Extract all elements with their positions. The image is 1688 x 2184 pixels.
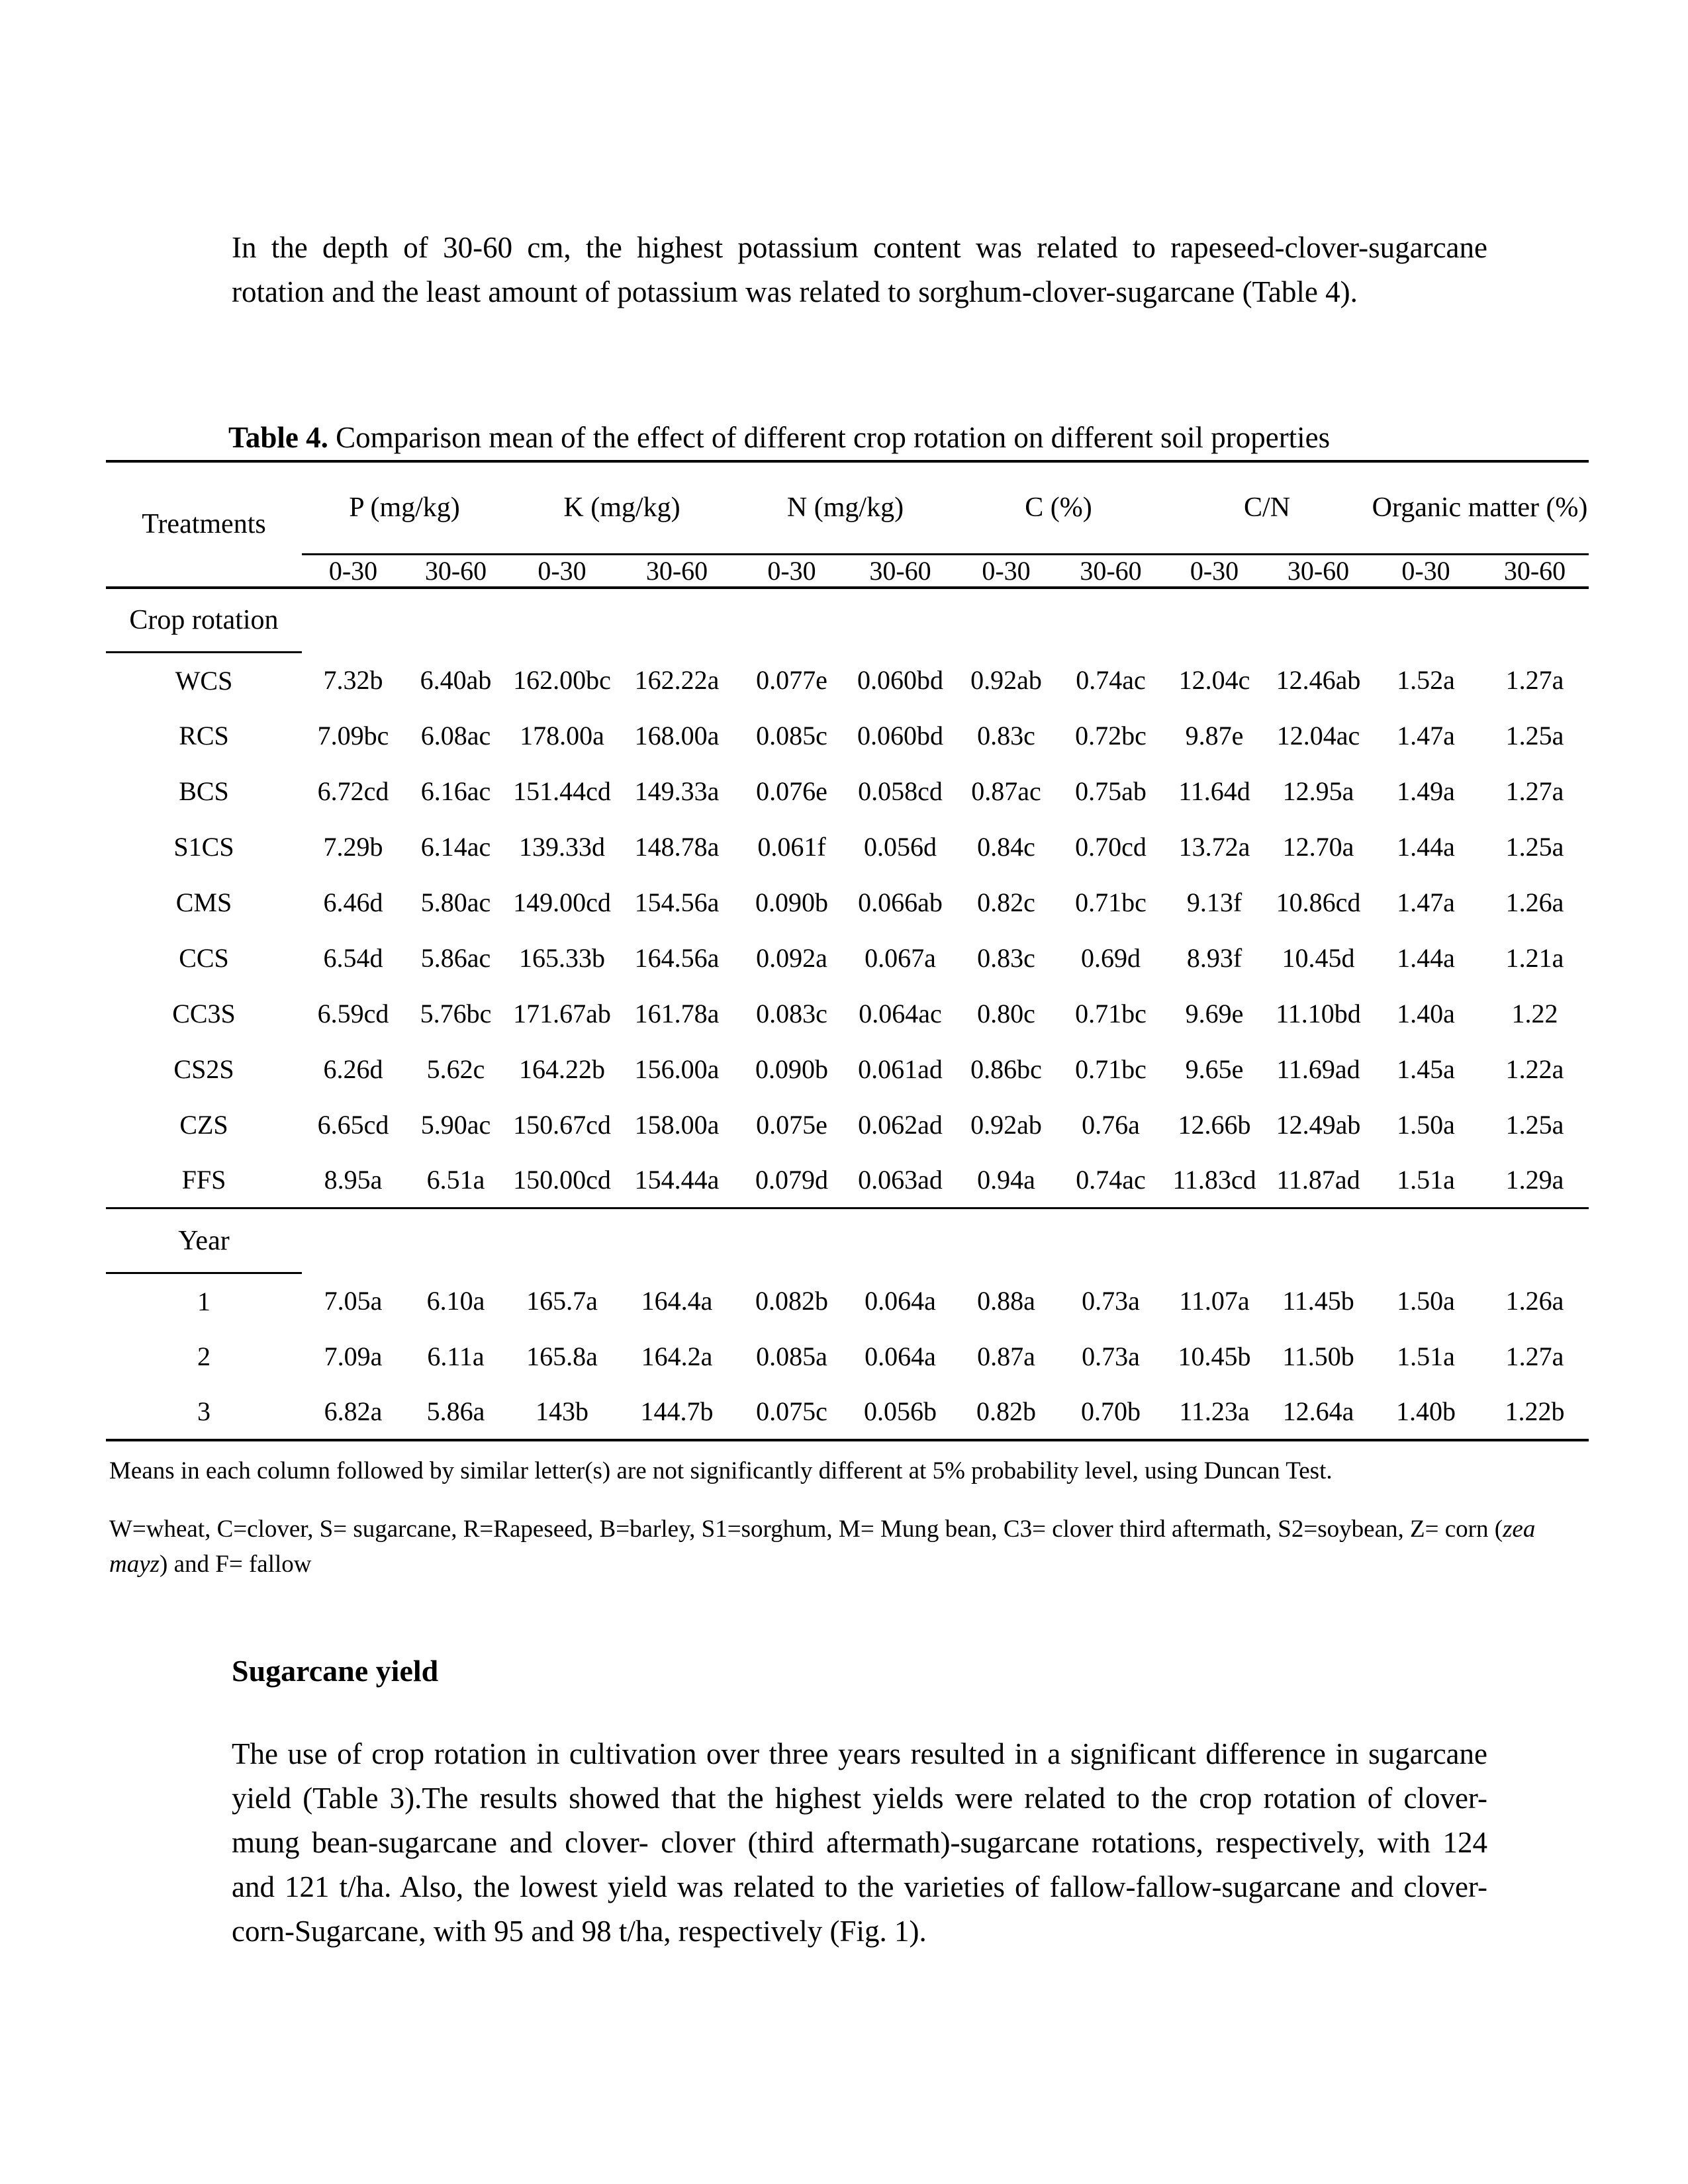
value-cell: 7.32b bbox=[323, 665, 383, 695]
empty-cell bbox=[1371, 588, 1481, 653]
value-cell: 1.47a bbox=[1397, 721, 1455, 751]
value-cell: 165.33b bbox=[519, 943, 605, 973]
empty-cell bbox=[302, 588, 404, 653]
value-cell: 164.22b bbox=[519, 1054, 605, 1084]
value-cell: 6.14ac bbox=[420, 832, 491, 862]
value-cell: 6.51a bbox=[426, 1165, 485, 1195]
empty-cell bbox=[1371, 1208, 1481, 1273]
value-cell: 0.74ac bbox=[1076, 1165, 1146, 1195]
depth-header: 0-30 bbox=[1163, 554, 1266, 588]
value-cell: 139.33d bbox=[519, 832, 605, 862]
value-cell: 11.64d bbox=[1178, 776, 1250, 806]
value-cell: 6.46d bbox=[323, 887, 383, 917]
value-cell: 1.40a bbox=[1397, 999, 1455, 1028]
value-cell: 8.95a bbox=[324, 1165, 383, 1195]
value-cell: 149.33a bbox=[634, 776, 720, 806]
depth-header: 0-30 bbox=[954, 554, 1058, 588]
value-cell: 0.69d bbox=[1081, 943, 1141, 973]
value-cell: 11.45b bbox=[1282, 1286, 1354, 1316]
value-cell: 6.72cd bbox=[317, 776, 389, 806]
value-cell: 5.76bc bbox=[420, 999, 492, 1028]
value-cell: 11.69ad bbox=[1276, 1054, 1360, 1084]
value-cell: 0.82b bbox=[976, 1396, 1036, 1426]
body-paragraph: The use of crop rotation in cultivation over three years resulted in a significant difference in sugarcane yield (Table 3).The results showed that the highest yields were related to the crop rotation of clover-mung bean-sugarcane and clover- clover (third aftermath)-sugarcane rotations, respectively, with 124 and 121 t/ha. Also, the lowest yield was related to the varieties of fallow-fallow-sugarcane and clover-corn-Sugarcane, with 95 and 98 t/ha, respectively (Fig. 1). bbox=[232, 1737, 1487, 1948]
value-cell: 0.80c bbox=[977, 999, 1035, 1028]
value-cell: 7.29b bbox=[323, 832, 383, 862]
value-cell: 0.090b bbox=[755, 887, 828, 917]
value-cell: 0.75ab bbox=[1075, 776, 1147, 806]
value-cell: 1.25a bbox=[1505, 1110, 1564, 1140]
depth-header: 30-60 bbox=[1481, 554, 1589, 588]
value-cell: 149.00cd bbox=[513, 887, 611, 917]
empty-cell bbox=[737, 588, 847, 653]
abbreviation-footnote bbox=[109, 1512, 1539, 1582]
value-cell: 0.82c bbox=[977, 887, 1035, 917]
value-cell: 12.04ac bbox=[1276, 721, 1360, 751]
column-group-n: N (mg/kg) bbox=[737, 461, 954, 554]
table-row-cms bbox=[106, 875, 1589, 931]
value-cell: 1.49a bbox=[1397, 776, 1455, 806]
value-cell: 6.10a bbox=[426, 1286, 485, 1316]
value-cell: 144.7b bbox=[640, 1396, 714, 1426]
value-cell: 9.13f bbox=[1186, 887, 1243, 917]
value-cell: 9.65e bbox=[1185, 1054, 1244, 1084]
table-caption-label: Table 4. bbox=[228, 421, 328, 454]
value-cell: 0.74ac bbox=[1076, 665, 1146, 695]
table-row-czs bbox=[106, 1097, 1589, 1153]
depth-header: 30-60 bbox=[404, 554, 507, 588]
empty-cell bbox=[617, 1208, 737, 1273]
value-cell: 150.00cd bbox=[513, 1165, 611, 1195]
value-cell: 158.00a bbox=[634, 1110, 720, 1140]
group-header-row bbox=[106, 461, 1589, 554]
table-row-ffs bbox=[106, 1153, 1589, 1208]
value-cell: 5.90ac bbox=[420, 1110, 491, 1140]
value-cell: 0.71bc bbox=[1075, 1054, 1147, 1084]
abbreviation-footnote-species: zea mayz bbox=[109, 1516, 1536, 1578]
value-cell: 5.86a bbox=[426, 1396, 485, 1426]
table-caption bbox=[228, 420, 1552, 455]
table-row-1 bbox=[106, 1273, 1589, 1329]
value-cell: 10.45d bbox=[1282, 943, 1355, 973]
value-cell: 5.62c bbox=[426, 1054, 485, 1084]
value-cell: 154.56a bbox=[634, 887, 720, 917]
value-cell: 9.69e bbox=[1185, 999, 1244, 1028]
value-cell: 9.87e bbox=[1185, 721, 1244, 751]
value-cell: 164.56a bbox=[634, 943, 720, 973]
section-label: Year bbox=[106, 1208, 302, 1273]
depth-header: 0-30 bbox=[302, 554, 404, 588]
value-cell: 11.50b bbox=[1282, 1342, 1354, 1371]
row-label: 2 bbox=[197, 1342, 211, 1371]
value-cell: 1.26a bbox=[1505, 887, 1564, 917]
value-cell: 143b bbox=[536, 1396, 588, 1426]
row-label: CMS bbox=[175, 887, 232, 917]
value-cell: 13.72a bbox=[1178, 832, 1250, 862]
row-label: RCS bbox=[179, 721, 229, 751]
value-cell: 12.04c bbox=[1178, 665, 1250, 695]
value-cell: 11.10bd bbox=[1276, 999, 1361, 1028]
depth-header-row bbox=[106, 554, 1589, 588]
value-cell: 0.83c bbox=[977, 943, 1035, 973]
value-cell: 162.22a bbox=[634, 665, 720, 695]
value-cell: 0.70cd bbox=[1075, 832, 1147, 862]
depth-header: 30-60 bbox=[1266, 554, 1371, 588]
depth-header: 30-60 bbox=[847, 554, 954, 588]
row-label: BCS bbox=[179, 776, 229, 806]
row-label: CC3S bbox=[172, 999, 236, 1028]
value-cell: 156.00a bbox=[634, 1054, 720, 1084]
depth-header: 0-30 bbox=[737, 554, 847, 588]
abbreviation-footnote-pre: W=wheat, C=clover, S= sugarcane, R=Rapeseed, B=barley, S1=sorghum, M= Mung bean, C3= clover third aftermath, S2=soybean, Z= corn ( bbox=[109, 1516, 1503, 1543]
value-cell: 1.44a bbox=[1397, 943, 1455, 973]
value-cell: 154.44a bbox=[634, 1165, 720, 1195]
value-cell: 1.51a bbox=[1397, 1342, 1455, 1371]
value-cell: 164.4a bbox=[641, 1286, 713, 1316]
empty-cell bbox=[847, 588, 954, 653]
depth-header: 0-30 bbox=[507, 554, 617, 588]
value-cell: 6.11a bbox=[427, 1342, 485, 1371]
value-cell: 0.061f bbox=[757, 832, 826, 862]
value-cell: 0.76a bbox=[1082, 1110, 1140, 1140]
value-cell: 5.80ac bbox=[420, 887, 491, 917]
empty-cell bbox=[404, 1208, 507, 1273]
column-group-c: C (%) bbox=[954, 461, 1163, 554]
value-cell: 12.66b bbox=[1178, 1110, 1251, 1140]
value-cell: 0.94a bbox=[977, 1165, 1035, 1195]
value-cell: 11.83cd bbox=[1172, 1165, 1256, 1195]
value-cell: 0.075e bbox=[756, 1110, 827, 1140]
value-cell: 0.87a bbox=[977, 1342, 1035, 1371]
value-cell: 1.51a bbox=[1397, 1165, 1455, 1195]
value-cell: 12.64a bbox=[1282, 1396, 1354, 1426]
value-cell: 0.72bc bbox=[1075, 721, 1147, 751]
value-cell: 11.07a bbox=[1179, 1286, 1250, 1316]
value-cell: 0.060bd bbox=[857, 665, 943, 695]
value-cell: 0.090b bbox=[755, 1054, 828, 1084]
value-cell: 6.82a bbox=[324, 1396, 383, 1426]
empty-cell bbox=[1163, 1208, 1266, 1273]
value-cell: 0.064a bbox=[865, 1286, 936, 1316]
value-cell: 0.88a bbox=[977, 1286, 1035, 1316]
empty-cell bbox=[302, 1208, 404, 1273]
value-cell: 7.05a bbox=[324, 1286, 383, 1316]
row-label: 3 bbox=[197, 1396, 211, 1426]
table-row-3 bbox=[106, 1385, 1589, 1440]
value-cell: 150.67cd bbox=[513, 1110, 611, 1140]
empty-cell bbox=[1058, 1208, 1163, 1273]
value-cell: 1.45a bbox=[1397, 1054, 1455, 1084]
value-cell: 0.73a bbox=[1082, 1286, 1140, 1316]
column-group-k: K (mg/kg) bbox=[507, 461, 737, 554]
table-row-ccs bbox=[106, 931, 1589, 986]
empty-cell bbox=[1481, 588, 1589, 653]
table-row-2 bbox=[106, 1329, 1589, 1385]
value-cell: 1.22 bbox=[1511, 999, 1558, 1028]
value-cell: 178.00a bbox=[520, 721, 604, 751]
value-cell: 11.87ad bbox=[1276, 1165, 1360, 1195]
empty-cell bbox=[954, 1208, 1058, 1273]
value-cell: 0.075c bbox=[756, 1396, 827, 1426]
value-cell: 1.22b bbox=[1505, 1396, 1565, 1426]
value-cell: 0.085c bbox=[756, 721, 827, 751]
value-cell: 1.25a bbox=[1505, 832, 1564, 862]
row-label: FFS bbox=[181, 1165, 226, 1195]
value-cell: 11.23a bbox=[1179, 1396, 1250, 1426]
value-cell: 0.71bc bbox=[1075, 999, 1147, 1028]
depth-header: 0-30 bbox=[1371, 554, 1481, 588]
value-cell: 6.08ac bbox=[420, 721, 491, 751]
empty-cell bbox=[1481, 1208, 1589, 1273]
value-cell: 0.083c bbox=[756, 999, 827, 1028]
value-cell: 7.09bc bbox=[317, 721, 389, 751]
value-cell: 0.082b bbox=[755, 1286, 828, 1316]
value-cell: 10.86cd bbox=[1276, 887, 1361, 917]
value-cell: 0.83c bbox=[977, 721, 1035, 751]
empty-cell bbox=[1266, 588, 1371, 653]
value-cell: 5.86ac bbox=[420, 943, 491, 973]
value-cell: 0.092a bbox=[756, 943, 827, 973]
row-label: S1CS bbox=[173, 832, 234, 862]
value-cell: 0.076e bbox=[756, 776, 827, 806]
value-cell: 1.22a bbox=[1505, 1054, 1564, 1084]
value-cell: 0.73a bbox=[1082, 1342, 1140, 1371]
value-cell: 0.064ac bbox=[859, 999, 942, 1028]
column-group-organic-matter: Organic matter (%) bbox=[1371, 461, 1589, 554]
value-cell: 12.70a bbox=[1282, 832, 1354, 862]
value-cell: 1.29a bbox=[1505, 1165, 1564, 1195]
depth-header: 30-60 bbox=[1058, 554, 1163, 588]
table-row-wcs bbox=[106, 653, 1589, 708]
value-cell: 0.86bc bbox=[970, 1054, 1042, 1084]
value-cell: 161.78a bbox=[634, 999, 720, 1028]
abbreviation-footnote-post: ) and F= fallow bbox=[160, 1551, 312, 1578]
value-cell: 165.7a bbox=[526, 1286, 598, 1316]
value-cell: 0.067a bbox=[865, 943, 936, 973]
value-cell: 6.59cd bbox=[317, 999, 389, 1028]
empty-cell bbox=[954, 588, 1058, 653]
table-row-cs2s bbox=[106, 1042, 1589, 1097]
value-cell: 12.95a bbox=[1282, 776, 1354, 806]
empty-cell bbox=[737, 1208, 847, 1273]
value-cell: 0.70b bbox=[1081, 1396, 1141, 1426]
value-cell: 6.16ac bbox=[420, 776, 491, 806]
empty-cell bbox=[617, 588, 737, 653]
value-cell: 0.062ad bbox=[858, 1110, 943, 1140]
row-label: WCS bbox=[175, 665, 233, 696]
value-cell: 6.26d bbox=[323, 1054, 383, 1084]
value-cell: 0.056b bbox=[864, 1396, 937, 1426]
empty-cell bbox=[1266, 1208, 1371, 1273]
table-caption-text: Comparison mean of the effect of different crop rotation on different soil properties bbox=[328, 421, 1331, 454]
value-cell: 6.65cd bbox=[317, 1110, 389, 1140]
section-row-year bbox=[106, 1208, 1589, 1273]
value-cell: 162.00bc bbox=[513, 665, 611, 695]
value-cell: 1.26a bbox=[1505, 1286, 1564, 1316]
value-cell: 0.063ad bbox=[858, 1165, 943, 1195]
row-label: 1 bbox=[197, 1286, 211, 1316]
value-cell: 1.27a bbox=[1505, 1342, 1564, 1371]
value-cell: 1.50a bbox=[1397, 1286, 1455, 1316]
value-cell: 164.2a bbox=[641, 1342, 713, 1371]
value-cell: 0.066ab bbox=[858, 887, 943, 917]
empty-cell bbox=[1058, 588, 1163, 653]
value-cell: 1.52a bbox=[1397, 665, 1455, 695]
column-group-p: P (mg/kg) bbox=[302, 461, 507, 554]
value-cell: 0.085a bbox=[756, 1342, 827, 1371]
value-cell: 1.50a bbox=[1397, 1110, 1455, 1140]
intro-paragraph: In the depth of 30-60 cm, the highest potassium content was related to rapeseed-clover-sugarcane rotation and the least amount of potassium was related to sorghum-clover-sugarcane (Table 4). bbox=[232, 231, 1487, 308]
value-cell: 1.27a bbox=[1505, 776, 1564, 806]
value-cell: 165.8a bbox=[526, 1342, 598, 1371]
empty-cell bbox=[1163, 588, 1266, 653]
value-cell: 151.44cd bbox=[513, 776, 611, 806]
table-row-cc3s bbox=[106, 986, 1589, 1042]
value-cell: 1.44a bbox=[1397, 832, 1455, 862]
value-cell: 0.079d bbox=[755, 1165, 828, 1195]
value-cell: 0.064a bbox=[865, 1342, 936, 1371]
empty-cell bbox=[847, 1208, 954, 1273]
value-cell: 0.058cd bbox=[858, 776, 943, 806]
soil-properties-table bbox=[106, 460, 1589, 1441]
value-cell: 0.92ab bbox=[970, 665, 1042, 695]
empty-cell bbox=[404, 588, 507, 653]
value-cell: 0.71bc bbox=[1075, 887, 1147, 917]
table-row-s1cs bbox=[106, 819, 1589, 875]
empty-cell bbox=[507, 1208, 617, 1273]
column-group-cn: C/N bbox=[1163, 461, 1371, 554]
empty-cell bbox=[507, 588, 617, 653]
value-cell: 0.060bd bbox=[857, 721, 943, 751]
value-cell: 0.92ab bbox=[970, 1110, 1042, 1140]
value-cell: 1.27a bbox=[1505, 665, 1564, 695]
value-cell: 1.47a bbox=[1397, 887, 1455, 917]
value-cell: 10.45b bbox=[1178, 1342, 1251, 1371]
row-label: CZS bbox=[179, 1110, 228, 1140]
value-cell: 0.84c bbox=[977, 832, 1035, 862]
value-cell: 0.061ad bbox=[858, 1054, 943, 1084]
value-cell: 1.25a bbox=[1505, 721, 1564, 751]
value-cell: 6.40ab bbox=[420, 665, 492, 695]
section-heading: Sugarcane yield bbox=[232, 1654, 439, 1688]
value-cell: 0.87ac bbox=[971, 776, 1041, 806]
value-cell: 168.00a bbox=[634, 721, 720, 751]
table-row-bcs bbox=[106, 764, 1589, 819]
depth-header: 30-60 bbox=[617, 554, 737, 588]
significance-footnote: Means in each column followed by similar letter(s) are not significantly different at 5% probability level, using Duncan Test. bbox=[109, 1457, 1333, 1484]
value-cell: 0.056d bbox=[864, 832, 937, 862]
row-label: CS2S bbox=[173, 1054, 234, 1084]
value-cell: 12.49ab bbox=[1276, 1110, 1361, 1140]
value-cell: 0.077e bbox=[756, 665, 827, 695]
value-cell: 1.21a bbox=[1505, 943, 1564, 973]
value-cell: 1.40b bbox=[1396, 1396, 1456, 1426]
value-cell: 12.46ab bbox=[1276, 665, 1361, 695]
row-label: CCS bbox=[179, 943, 229, 973]
column-header-treatments: Treatments bbox=[106, 461, 302, 588]
value-cell: 8.93f bbox=[1186, 943, 1243, 973]
value-cell: 6.54d bbox=[323, 943, 383, 973]
section-row-crop-rotation bbox=[106, 588, 1589, 653]
value-cell: 7.09a bbox=[324, 1342, 383, 1371]
value-cell: 171.67ab bbox=[513, 999, 611, 1028]
value-cell: 148.78a bbox=[634, 832, 720, 862]
section-label: Crop rotation bbox=[106, 588, 302, 653]
table-row-rcs bbox=[106, 708, 1589, 764]
